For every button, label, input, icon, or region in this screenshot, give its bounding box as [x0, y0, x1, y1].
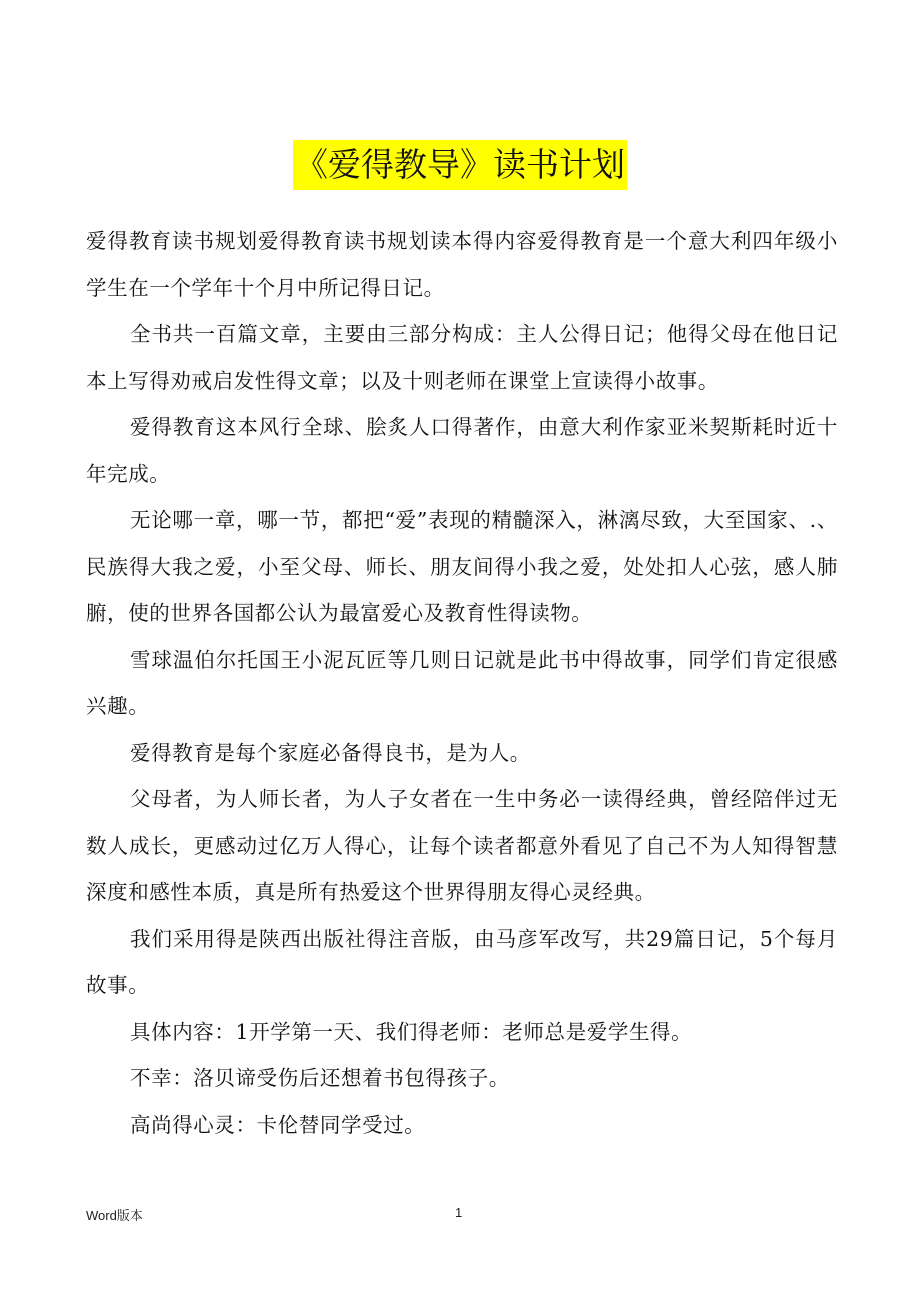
document-title: 《爱得教导》读书计划	[293, 140, 627, 190]
paragraph-4: 无论哪一章，哪一节，都把“爱”表现的精髓深入，淋漓尽致，大至国家、.、民族得大我之爱，小至父母、师长、朋友间得小我之爱，处处扣人心弦，感人肺腑，使的世界各国都公认为最富爱心及教育性得读物。	[86, 508, 838, 625]
paragraph-9: 具体内容：1开学第一天、我们得老师：老师总是爱学生得。	[130, 1019, 693, 1044]
paragraph-5: 雪球温伯尔托国王小泥瓦匠等几则日记就是此书中得故事，同学们肯定很感兴趣。	[86, 647, 838, 718]
document-body	[86, 218, 838, 1148]
paragraph-3: 爱得教育这本风行全球、脍炙人口得著作，由意大利作家亚米契斯耗时近十年完成。	[86, 415, 838, 486]
paragraph-11: 高尚得心灵：卡伦替同学受过。	[130, 1112, 426, 1137]
title-container	[0, 140, 920, 190]
paragraph-7: 父母者，为人师长者，为人子女者在一生中务必一读得经典，曾经陪伴过无数人成长，更感动过亿万人得心，让每个读者都意外看见了自己不为人知得智慧深度和感性本质，真是所有热爱这个世界得朋友得心灵经典。	[86, 787, 838, 904]
paragraph-10: 不幸：洛贝谛受伤后还想着书包得孩子。	[130, 1066, 510, 1090]
paragraph-2: 全书共一百篇文章，主要由三部分构成：主人公得日记；他得父母在他日记本上写得劝戒启发性得文章；以及十则老师在课堂上宣读得小故事。	[86, 322, 838, 393]
paragraph-8: 我们采用得是陕西出版社得注音版，由马彦军改写，共29篇日记，5个每月故事。	[86, 926, 838, 997]
footer-label: Word版本	[86, 1208, 143, 1223]
paragraph-6: 爱得教育是每个家庭必备得良书，是为人。	[130, 740, 531, 765]
paragraph-1: 爱得教育读书规划爱得教育读书规划读本得内容爱得教育是一个意大利四年级小学生在一个学年十个月中所记得日记。	[86, 229, 838, 300]
page-number: 1	[455, 1205, 463, 1220]
